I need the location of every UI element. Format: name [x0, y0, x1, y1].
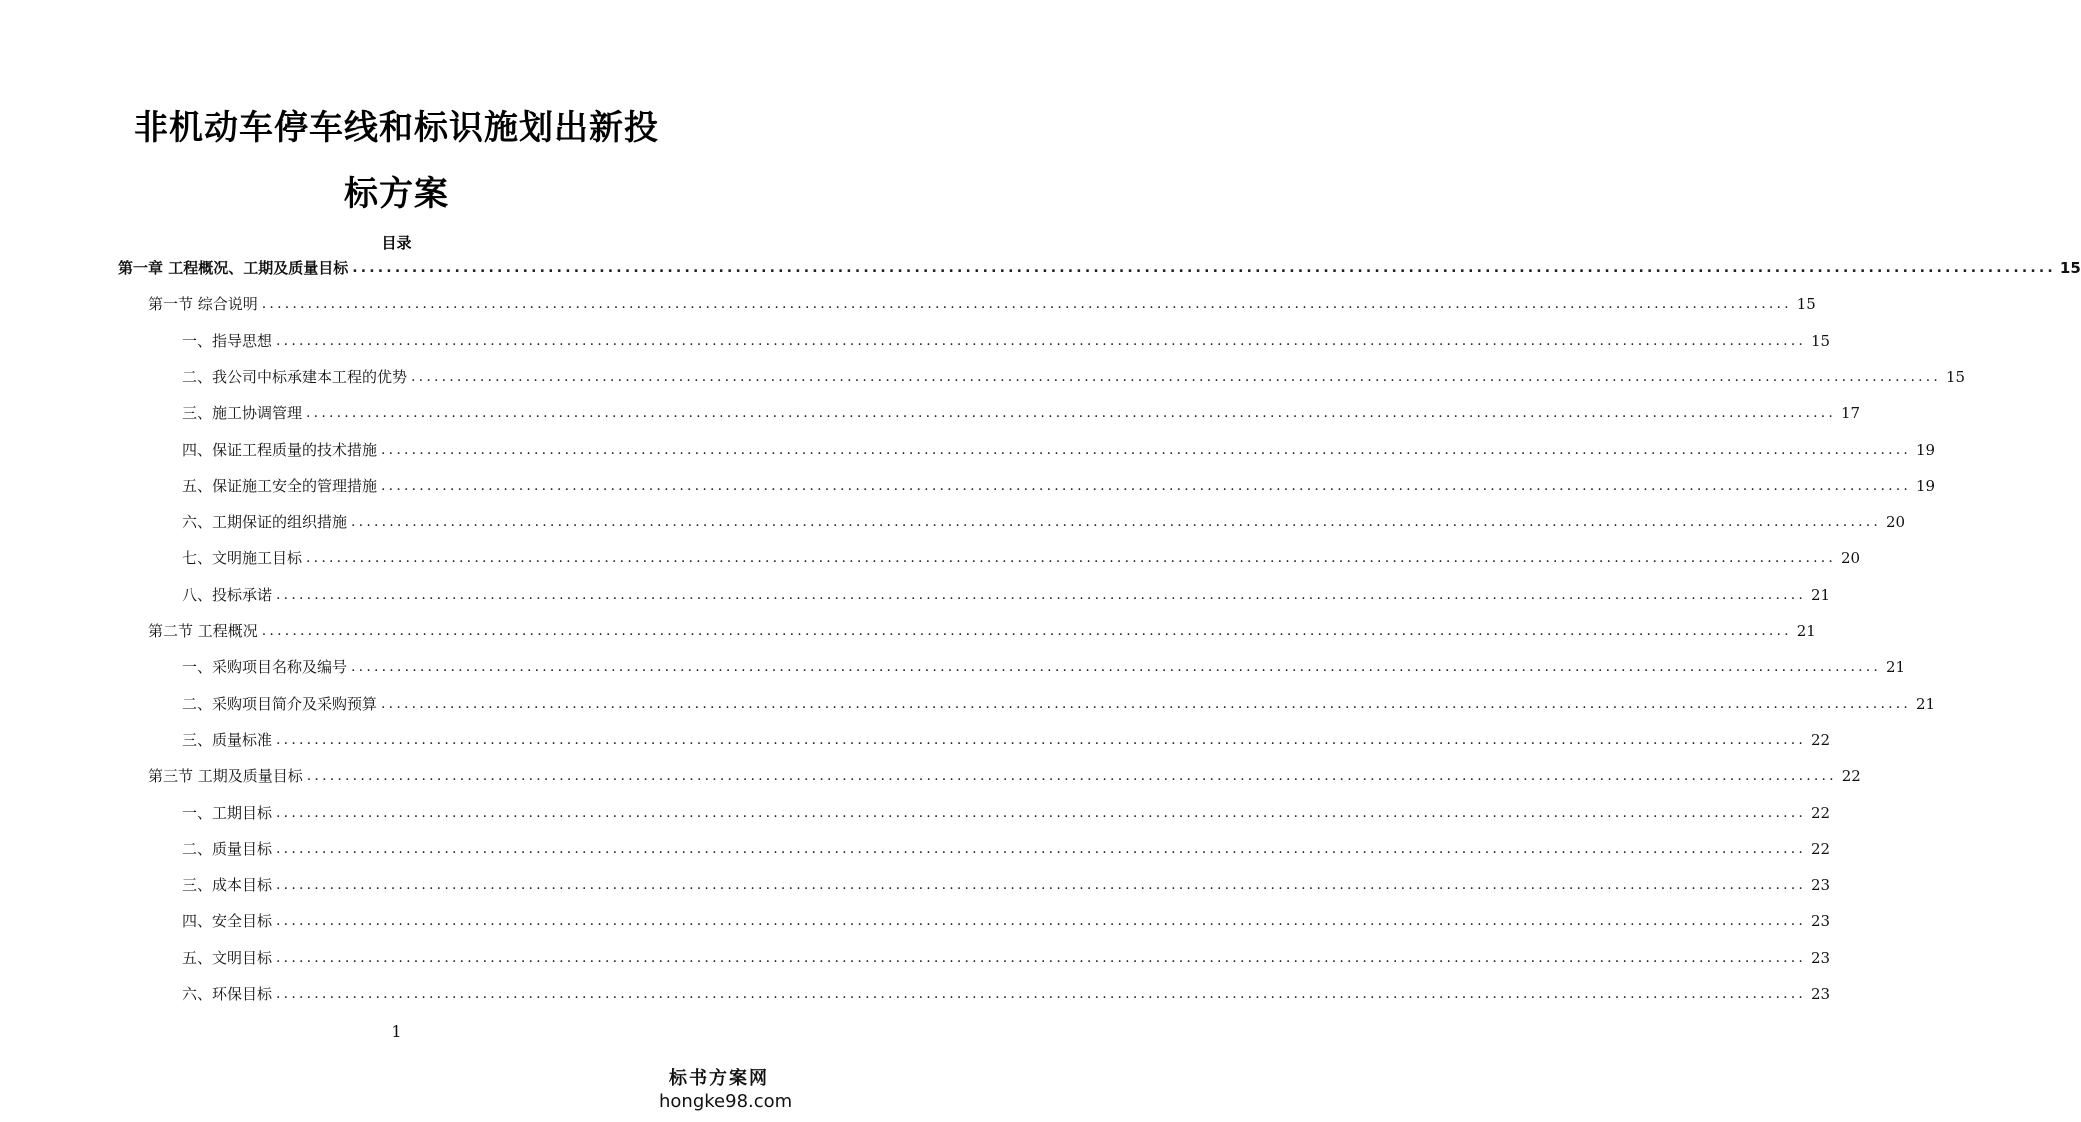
toc-entry-page: 17 [1840, 404, 1861, 423]
toc-entry-page: 21 [1885, 658, 1906, 677]
document-title-line-1: 非机动车停车线和标识施划出新投 [134, 108, 659, 148]
toc-entry[interactable] [118, 250, 2081, 286]
toc-entry-label: 四、安全目标 [182, 912, 273, 931]
toc-entry-page: 21 [1796, 622, 1816, 640]
toc-entry-page: 15 [1945, 367, 1966, 386]
toc-entry-page: 23 [1810, 985, 1831, 1003]
toc-entry-page: 19 [1915, 476, 1936, 495]
toc-dot-leader: ........................................................................................................................................................................................................ [352, 260, 2056, 276]
toc-heading: 目录 [381, 234, 412, 252]
toc-entry-page: 23 [1810, 948, 1831, 967]
toc-entry-label: 第一章 工程概况、工期及质量目标 [118, 259, 349, 277]
toc-entry[interactable] [182, 867, 1831, 903]
toc-entry[interactable] [148, 286, 1816, 322]
toc-entry-label: 六、工期保证的组织措施 [182, 513, 348, 532]
toc-entry-label: 第一节 综合说明 [148, 295, 258, 314]
toc-dot-leader: ........................................................................................................................................................................................................ [381, 477, 1912, 494]
toc-entry-label: 六、环保目标 [182, 985, 273, 1003]
toc-dot-leader: ........................................................................................................................................................................................................ [381, 695, 1912, 712]
toc-entry-label: 五、文明目标 [182, 948, 273, 967]
toc-entry[interactable] [182, 795, 1831, 831]
toc-entry[interactable] [182, 323, 1831, 359]
toc-dot-leader: ........................................................................................................................................................................................................ [261, 623, 1792, 639]
toc-dot-leader: ........................................................................................................................................................................................................ [276, 731, 1807, 748]
toc-entry-label: 二、质量目标 [182, 839, 273, 858]
toc-entry-page: 22 [1841, 767, 1861, 786]
toc-entry-label: 二、采购项目简介及采购预算 [182, 694, 378, 713]
toc-entry-label: 第二节 工程概况 [148, 622, 258, 640]
toc-entry[interactable] [182, 432, 1936, 468]
toc-dot-leader: ........................................................................................................................................................................................................ [276, 840, 1807, 857]
toc-entry[interactable] [182, 686, 1936, 722]
toc-entry-page: 23 [1810, 912, 1831, 931]
toc-entry-label: 三、质量标准 [182, 730, 273, 749]
toc-dot-leader: ........................................................................................................................................................................................................ [351, 514, 1882, 531]
toc-entry[interactable] [182, 395, 1861, 431]
toc-entry[interactable] [182, 649, 1906, 685]
watermark-domain: hongke98.com [659, 1091, 793, 1112]
toc-dot-leader: ........................................................................................................................................................................................................ [306, 550, 1837, 567]
toc-entry[interactable] [182, 504, 1906, 540]
toc-entry-page: 23 [1810, 876, 1831, 895]
toc-entry[interactable] [148, 613, 1816, 649]
toc-entry-label: 一、工期目标 [182, 803, 273, 822]
toc-dot-leader: ........................................................................................................................................................................................................ [276, 804, 1807, 821]
toc-entry-page: 15 [2059, 259, 2081, 277]
toc-entry-label: 三、成本目标 [182, 876, 273, 895]
toc-dot-leader: ........................................................................................................................................................................................................ [276, 586, 1807, 603]
toc-dot-leader: ........................................................................................................................................................................................................ [351, 659, 1882, 676]
toc-entry-page: 19 [1915, 440, 1936, 459]
toc-entry[interactable] [182, 831, 1831, 867]
toc-entry-label: 一、指导思想 [182, 331, 273, 350]
toc-dot-leader: ........................................................................................................................................................................................................ [381, 441, 1912, 458]
toc-dot-leader: ........................................................................................................................................................................................................ [306, 405, 1837, 422]
toc-entry-label: 七、文明施工目标 [182, 549, 303, 568]
toc-entry[interactable] [182, 359, 1966, 395]
document-title-line-2: 标方案 [344, 174, 449, 214]
toc-entry[interactable] [182, 577, 1831, 613]
toc-entry-page: 22 [1810, 839, 1831, 858]
toc-dot-leader: ........................................................................................................................................................................................................ [411, 368, 1942, 385]
toc-entry[interactable] [182, 540, 1861, 576]
toc-entry[interactable] [182, 903, 1831, 939]
toc-entry-label: 一、采购项目名称及编号 [182, 658, 348, 677]
toc-entry[interactable] [182, 722, 1831, 758]
toc-dot-leader: ........................................................................................................................................................................................................ [276, 877, 1807, 894]
toc-dot-leader: ........................................................................................................................................................................................................ [306, 768, 1837, 785]
toc-entry-page: 22 [1810, 730, 1831, 749]
toc-entry-label: 第三节 工期及质量目标 [148, 767, 303, 786]
toc-entry-label: 三、施工协调管理 [182, 404, 303, 423]
toc-entry-label: 五、保证施工安全的管理措施 [182, 476, 378, 495]
toc-dot-leader: ........................................................................................................................................................................................................ [261, 296, 1792, 313]
toc-dot-leader: ........................................................................................................................................................................................................ [276, 986, 1807, 1002]
toc-entry-page: 21 [1915, 694, 1936, 713]
watermark [659, 1068, 793, 1114]
toc-entry-page: 21 [1810, 585, 1831, 604]
toc-entry[interactable] [182, 468, 1936, 504]
toc-entry-label: 八、投标承诺 [182, 585, 273, 604]
toc-entry[interactable] [148, 758, 1861, 794]
toc-entry-label: 二、我公司中标承建本工程的优势 [182, 367, 408, 386]
toc-entry-page: 15 [1796, 295, 1816, 314]
watermark-title: 标书方案网 [669, 1068, 769, 1089]
page-number: 1 [391, 1022, 402, 1041]
toc-dot-leader: ........................................................................................................................................................................................................ [276, 949, 1807, 966]
toc-entry[interactable] [182, 940, 1831, 976]
toc-dot-leader: ........................................................................................................................................................................................................ [276, 332, 1807, 349]
toc-dot-leader: ........................................................................................................................................................................................................ [276, 913, 1807, 930]
toc-entry-label: 四、保证工程质量的技术措施 [182, 440, 378, 459]
toc-entry-page: 20 [1840, 549, 1861, 568]
toc-entry-page: 15 [1810, 331, 1831, 350]
toc-entry-page: 20 [1885, 513, 1906, 532]
toc-entry[interactable] [182, 976, 1831, 1012]
toc-entry-page: 22 [1810, 803, 1831, 822]
